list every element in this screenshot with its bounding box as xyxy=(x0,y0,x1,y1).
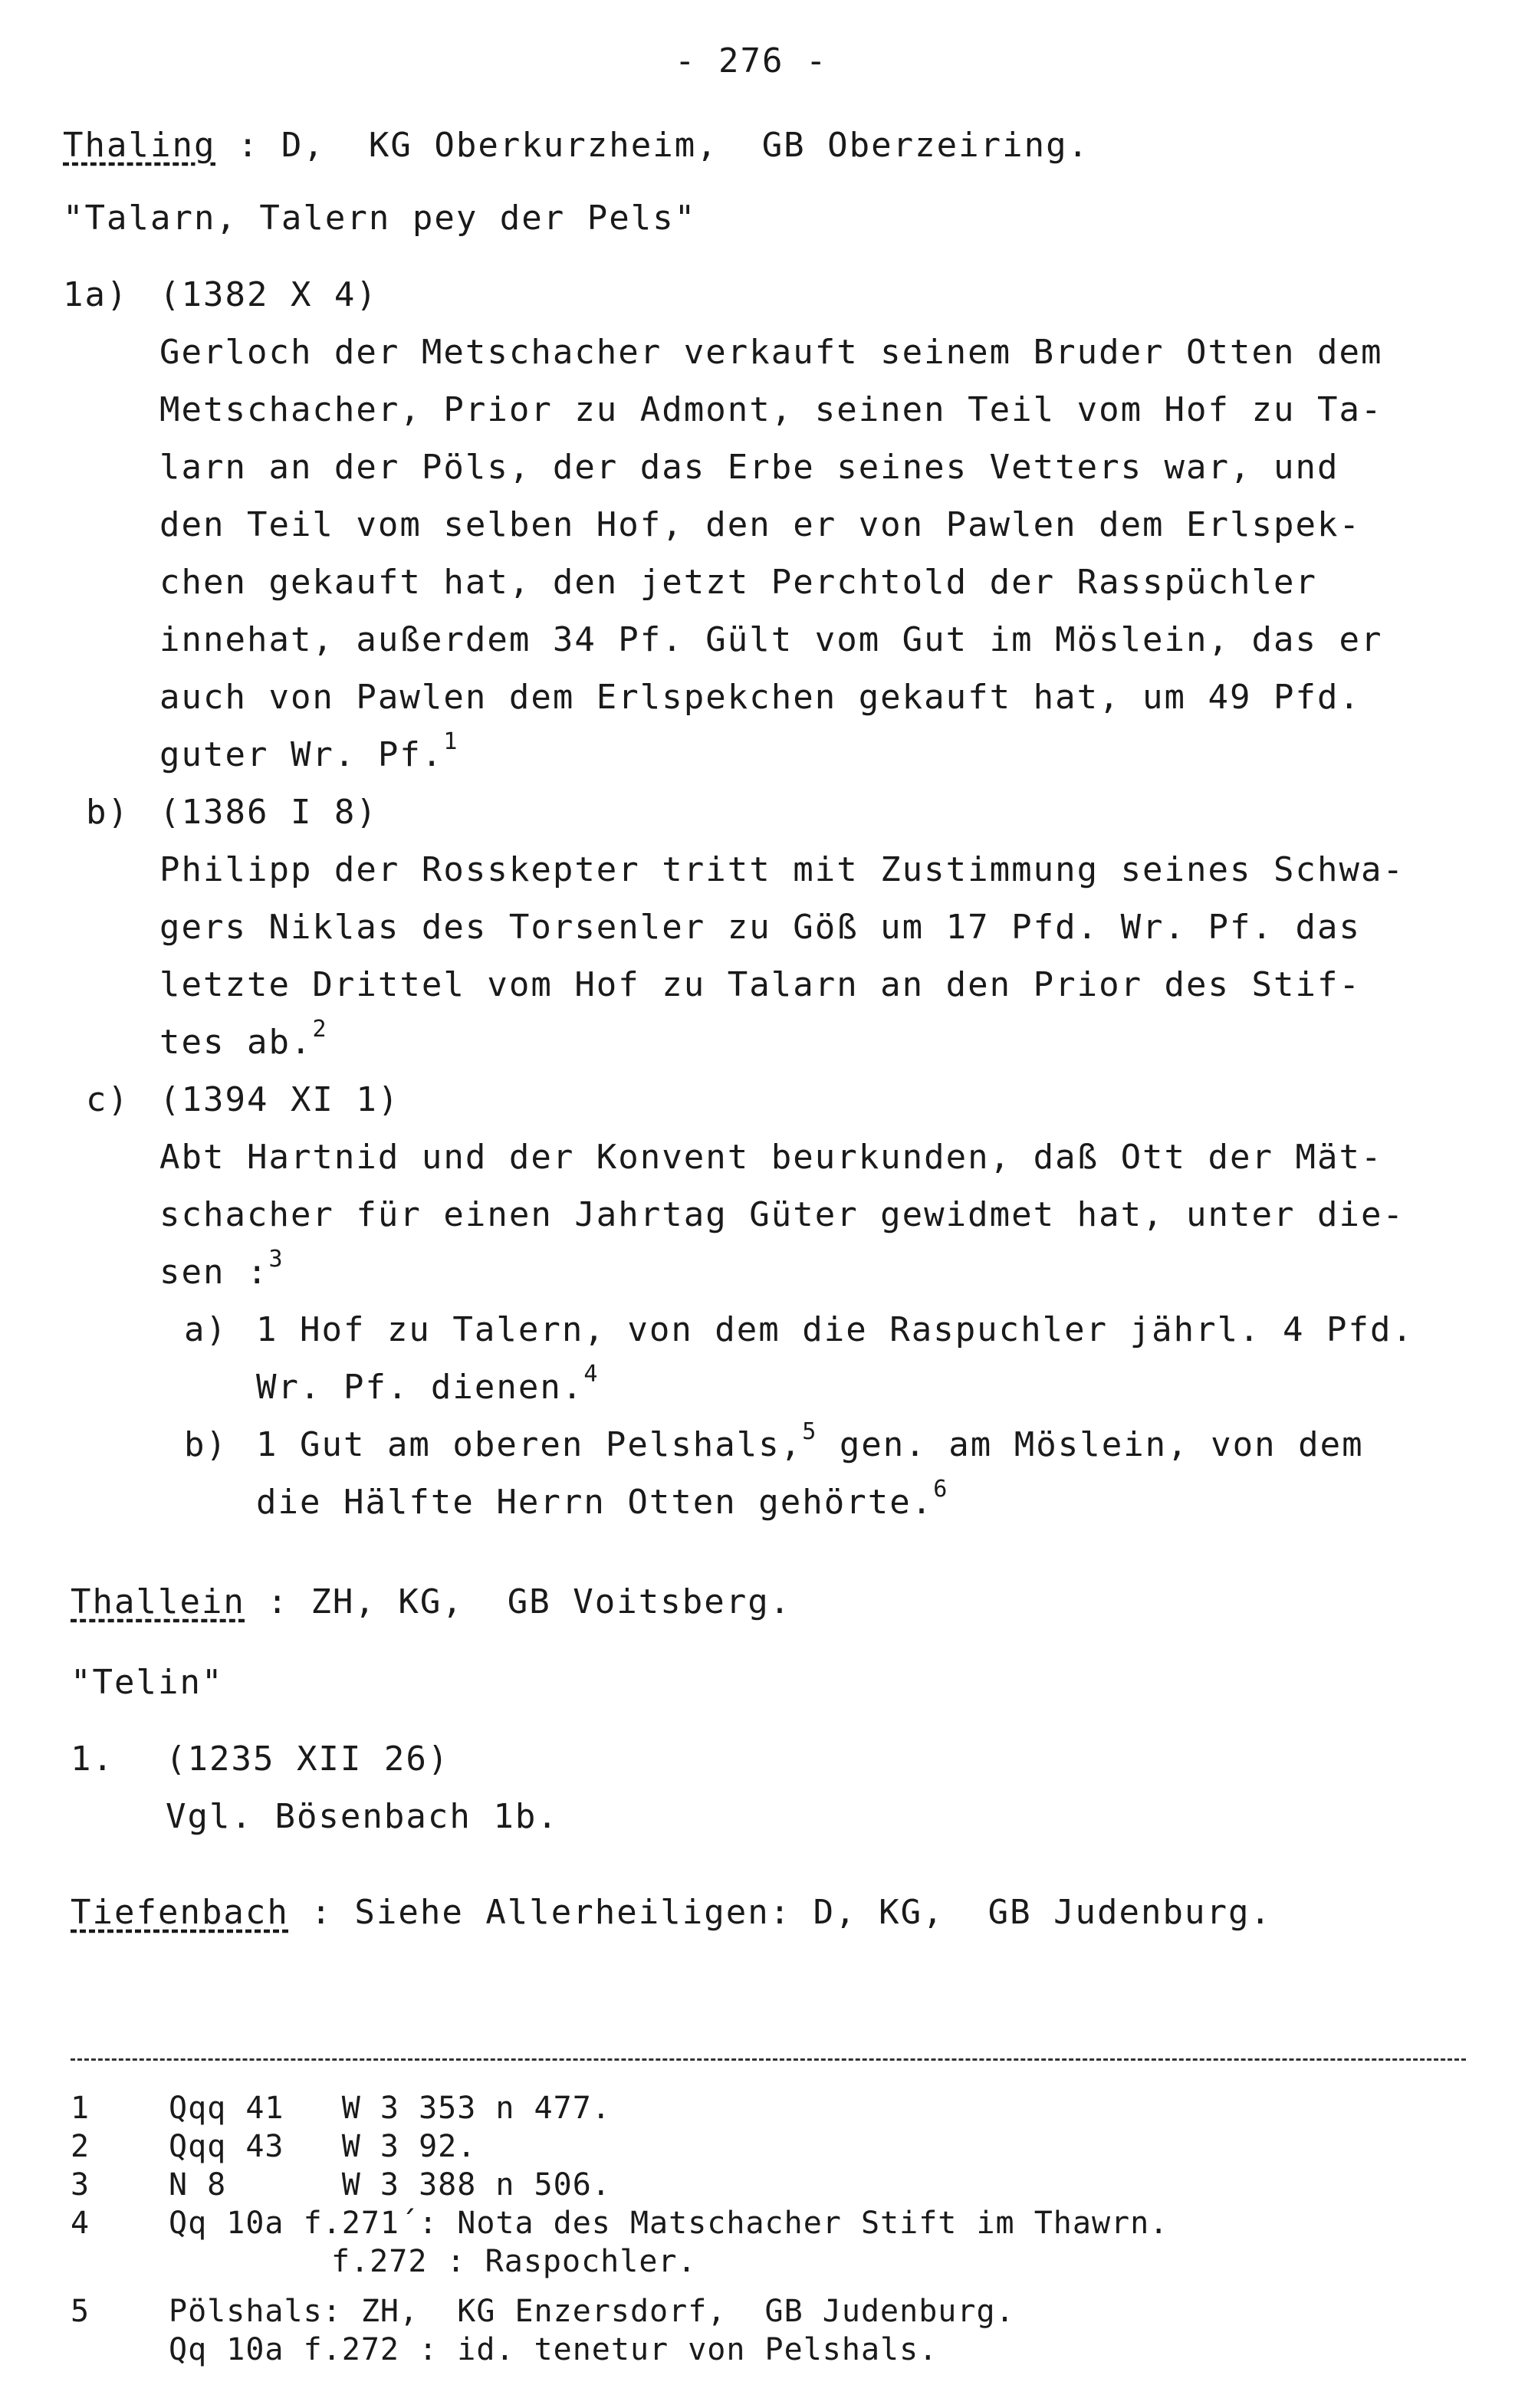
footnote-ref: 3 xyxy=(268,1246,284,1273)
footnote-text: Qqq 43 W 3 92. xyxy=(169,2129,477,2164)
footnote-number: 1 xyxy=(71,2091,90,2126)
text-line: guter Wr. Pf.$^1$ xyxy=(159,728,459,774)
historical-name: "Talarn, Talern pey der Pels" xyxy=(63,199,697,238)
entry-heading xyxy=(71,1890,1272,1936)
footnote-text: Qq 10a f.271´: Nota des Matschacher Stift im Thawrn. xyxy=(169,2206,1169,2241)
item-label: c) xyxy=(86,1080,130,1119)
historical-name: "Telin" xyxy=(71,1663,224,1702)
text-line: Gerloch der Metschacher verkauft seinem Bruder Otten dem xyxy=(159,333,1383,372)
page-number: - 276 - xyxy=(675,41,828,80)
footnote-text: f.272 : Raspochler. xyxy=(331,2244,697,2279)
place-name: Thaling xyxy=(63,126,216,165)
entry-heading xyxy=(71,1579,791,1625)
footnote-text: Qq 10a f.272 : id. tenetur von Pelshals. xyxy=(169,2332,938,2367)
text-line: schacher für einen Jahrtag Güter gewidmet hat, unter die- xyxy=(159,1195,1405,1234)
text-line: Vgl. Bösenbach 1b. xyxy=(166,1797,559,1836)
entry-info: : D, KG Oberkurzheim, GB Oberzeiring. xyxy=(215,126,1090,165)
text-line: Wr. Pf. dienen.$^4$ xyxy=(256,1361,600,1407)
item-date: (1382 X 4) xyxy=(159,275,378,314)
footnote-ref: 1 xyxy=(443,728,459,755)
subitem-label: a) xyxy=(184,1310,228,1349)
text-line: chen gekauft hat, den jetzt Perchtold der Rasspüchler xyxy=(159,563,1317,602)
text-line: sen :$^3$ xyxy=(159,1246,284,1292)
footnote-text: N 8 W 3 388 n 506. xyxy=(169,2167,611,2203)
text-line: Metschacher, Prior zu Admont, seinen Teil vom Hof zu Ta- xyxy=(159,390,1383,429)
footnote-ref: 6 xyxy=(933,1476,949,1503)
text-line: Abt Hartnid und der Konvent beurkunden, daß Ott der Mät- xyxy=(159,1138,1383,1177)
text-line: innehat, außerdem 34 Pf. Gült vom Gut im Möslein, das er xyxy=(159,620,1383,659)
footnote-number: 2 xyxy=(71,2129,90,2164)
footnote-text: Pölshals: ZH, KG Enzersdorf, GB Judenburg. xyxy=(169,2294,1015,2329)
entry-info: : Siehe Allerheiligen: D, KG, GB Judenburg. xyxy=(288,1893,1272,1932)
text-line: larn an der Pöls, der das Erbe seines Vetters war, und xyxy=(159,448,1339,487)
entry-info: : ZH, KG, GB Voitsberg. xyxy=(245,1582,792,1621)
footnote-ref: 4 xyxy=(583,1361,600,1388)
item-label: b) xyxy=(86,793,130,832)
item-label: 1. xyxy=(71,1739,114,1779)
item-date: (1235 XII 26) xyxy=(166,1739,450,1779)
text-line: die Hälfte Herrn Otten gehörte.$^6$ xyxy=(256,1476,949,1522)
item-date: (1394 XI 1) xyxy=(159,1080,400,1119)
item-date: (1386 I 8) xyxy=(159,793,378,832)
item-label: 1a) xyxy=(63,275,129,314)
entry-heading xyxy=(63,123,1089,169)
text-line: auch von Pawlen dem Erlspekchen gekauft hat, um 49 Pfd. xyxy=(159,678,1361,717)
footnote-number: 5 xyxy=(71,2294,90,2329)
footnote-text: Qqq 41 W 3 353 n 477. xyxy=(169,2091,611,2126)
text-line: letzte Drittel vom Hof zu Talarn an den Prior des Stif- xyxy=(159,965,1361,1004)
footnote-ref: 2 xyxy=(312,1016,328,1043)
text-line: 1 Gut am oberen Pelshals,$^5$ gen. am Möslein, von dem xyxy=(256,1418,1364,1464)
place-name: Tiefenbach xyxy=(71,1893,289,1932)
footnote-divider xyxy=(71,2058,1466,2061)
text-line: tes ab.$^2$ xyxy=(159,1016,328,1062)
text-line: gers Niklas des Torsenler zu Göß um 17 Pfd. Wr. Pf. das xyxy=(159,908,1361,947)
footnote-number: 3 xyxy=(71,2167,90,2203)
place-name: Thallein xyxy=(71,1582,245,1621)
footnote-ref: 5 xyxy=(802,1418,818,1445)
text-line: den Teil vom selben Hof, den er von Pawlen dem Erlspek- xyxy=(159,505,1361,544)
footnote-number: 4 xyxy=(71,2206,90,2241)
subitem-label: b) xyxy=(184,1425,228,1464)
text-line: 1 Hof zu Talern, von dem die Raspuchler jährl. 4 Pfd. xyxy=(256,1310,1414,1349)
text-line: Philipp der Rosskepter tritt mit Zustimmung seines Schwa- xyxy=(159,850,1405,889)
